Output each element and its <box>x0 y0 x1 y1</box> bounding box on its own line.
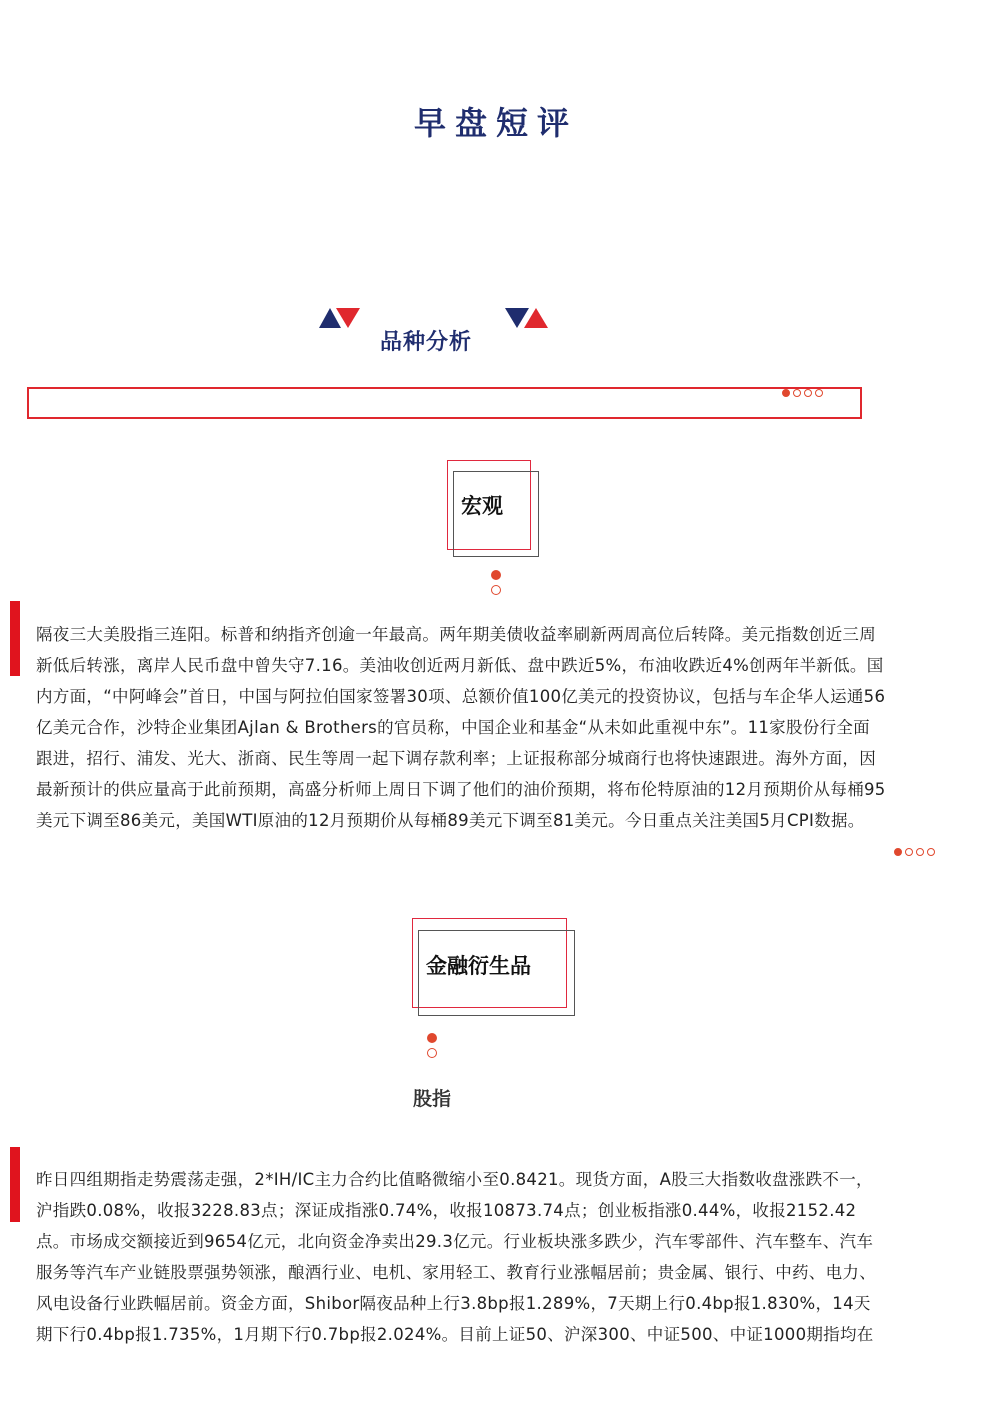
vertical-dots-icon <box>427 1033 437 1058</box>
sub-heading: 股指 <box>413 1088 452 1110</box>
derivatives-heading-box <box>412 918 576 1018</box>
section-title: 品种分析 <box>380 330 473 355</box>
derivatives-heading: 金融衍生品 <box>426 954 531 978</box>
dots-indicator-icon <box>894 848 935 856</box>
macro-paragraph: 隔夜三大美股指三连阳。标普和纳指齐创逾一年最高。两年期美债收益率刷新两周高位后转降。美元指数创近三周 新低后转涨，离岸人民币盘中曾失守7.16。美油收创近两月新低、盘中跌近5%，布油收跌近4%创两年半新低。国 内方面，“中阿峰会”首日，中国与阿拉伯国家签署30项、总额价值100亿美元的投资协议，包括与车企华人运通56 亿美元合作，沙特企业集团Ajlan & Brothers的官员称，中国企业和基金“从未如此重视中东”。11家股份行全面 跟进，招行、浦发、光大、浙商、民生等周一起下调存款利率；上证报称部分城商行也将快速跟进。海外方面，因 最新预计的供应量高于此前预期，高盛分析师上周日下调了他们的油价预期，将布伦特原油的12月预期价从每桶95 美元下调至86美元，美国WTI原油的12月预期价从每桶89美元下调至81美元。今日重点关注美国5月CPI数据。 <box>36 625 886 830</box>
page-title: 早盘短评 <box>413 104 578 142</box>
accent-bar <box>10 1147 20 1222</box>
vertical-dots-icon <box>491 570 501 595</box>
macro-heading: 宏观 <box>461 494 503 518</box>
macro-heading-box <box>447 460 542 560</box>
section-divider-frame <box>27 387 862 419</box>
derivatives-paragraph: 昨日四组期指走势震荡走强，2*IH/IC主力合约比值略微缩小至0.8421。现货方面，A股三大指数收盘涨跌不一， 沪指跌0.08%，收报3228.83点；深证成指涨0.74%，收报10873.74点；创业板指涨0.44%，收报2152.42 点。市场成交额接近到9654亿元，北向资金净卖出29.3亿元。行业板块涨多跌少，汽车零部件、汽车整车、汽车 服务等汽车产业链股票强势领涨，酿酒行业、电机、家用轻工、教育行业涨幅居前；贵金属、银行、中药、电力、 风电设备行业跌幅居前。资金方面，Shibor隔夜品种上行3.8bp报1.289%，7天期上行0.4bp报1.830%，14天 期下行0.4bp报1.735%，1月期下行0.7bp报2.024%。目前上证50、沪深300、中证500、中证1000期指均在 <box>36 1170 876 1344</box>
dots-indicator-icon <box>782 389 823 397</box>
accent-bar <box>10 601 20 676</box>
